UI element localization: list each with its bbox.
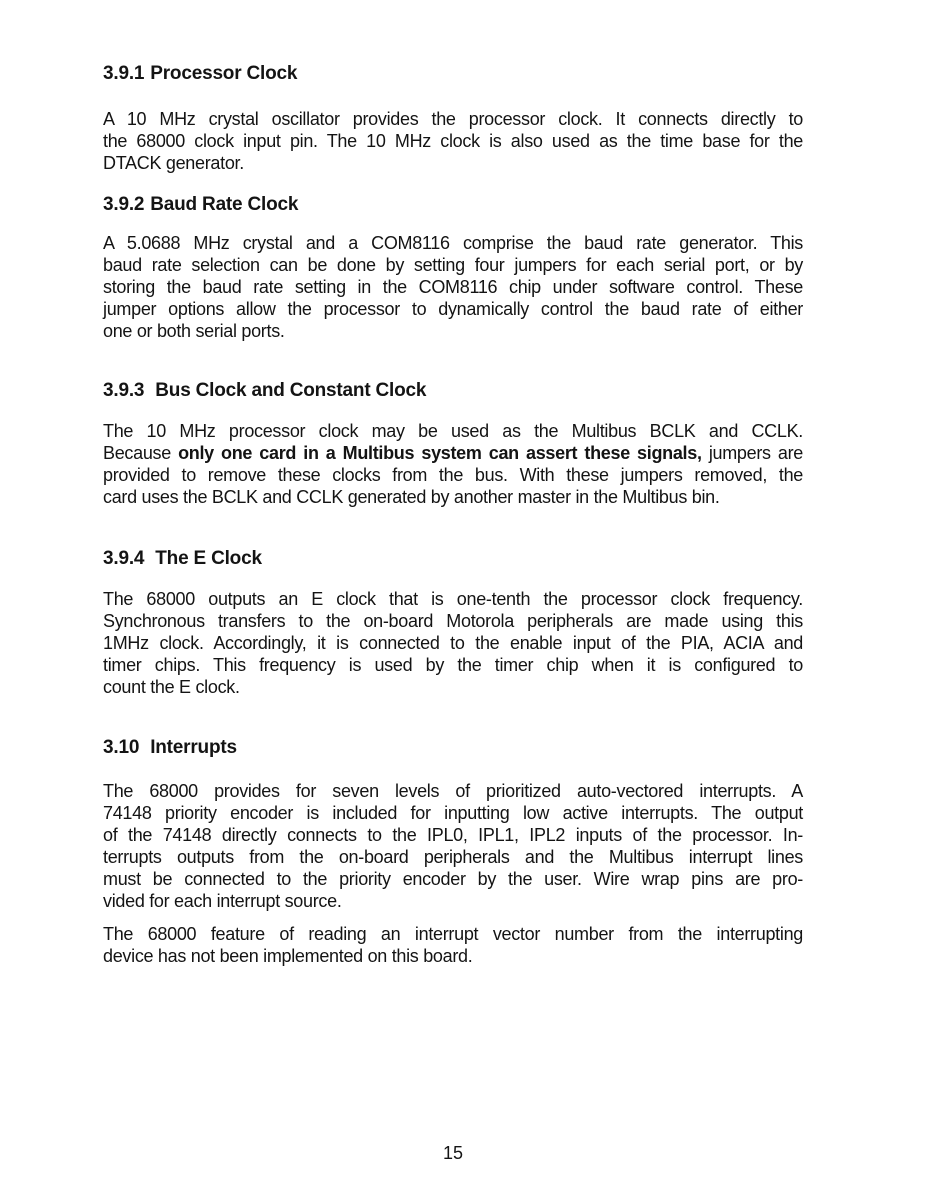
paragraph-line-with-bold — [103, 442, 803, 464]
bold-phrase: only one card in a Multibus system can assert these signals, — [178, 443, 702, 463]
paragraph-interrupts-2 — [103, 923, 803, 967]
paragraph-line: timer chips. This frequency is used by the timer chip when it is configured to — [103, 655, 803, 675]
section-heading-bus-clock — [103, 380, 803, 402]
section-heading-e-clock — [103, 548, 803, 570]
line-text-after-bold: jumpers are — [701, 443, 803, 463]
paragraph-line: A 10 MHz crystal oscillator provides the processor clock. It connects directly to — [103, 109, 803, 129]
section-number: 3.9.3 — [103, 380, 145, 401]
paragraph-line: 74148 priority encoder is included for inputting low active interrupts. The output — [103, 803, 803, 823]
paragraph-baud-rate-clock — [103, 232, 803, 342]
page-number: 15 — [442, 1143, 464, 1163]
paragraph-line: jumper options allow the processor to dynamically control the baud rate of either — [103, 299, 803, 319]
page-content — [103, 63, 803, 967]
paragraph-line: The 10 MHz processor clock may be used as the Multibus BCLK and CCLK. — [103, 421, 803, 441]
section-title: The E Clock — [155, 548, 262, 569]
paragraph-line: of the 74148 directly connects to the IPL0, IPL1, IPL2 inputs of the processor. In- — [103, 825, 803, 845]
section-number: 3.9.4 — [103, 548, 145, 569]
paragraph-line: must be connected to the priority encoder by the user. Wire wrap pins are pro- — [103, 869, 803, 889]
page-footer — [103, 1142, 803, 1164]
section-title: Bus Clock and Constant Clock — [155, 380, 427, 401]
paragraph-line: DTACK generator. — [103, 153, 244, 173]
paragraph-processor-clock — [103, 108, 803, 174]
line-text-before-bold: Because — [103, 443, 179, 463]
paragraph-interrupts-1 — [103, 780, 803, 912]
paragraph-line: the 68000 clock input pin. The 10 MHz clock is also used as the time base for the — [103, 131, 803, 151]
section-number: 3.9.2 — [103, 194, 145, 215]
section-title: Processor Clock — [150, 63, 298, 84]
paragraph-bus-clock — [103, 420, 803, 508]
section-number: 3.9.1 — [103, 63, 145, 84]
paragraph-line: count the E clock. — [103, 677, 240, 697]
section-heading-processor-clock — [103, 63, 803, 85]
paragraph-e-clock — [103, 588, 803, 698]
paragraph-line: baud rate selection can be done by setting four jumpers for each serial port, or by — [103, 255, 803, 275]
paragraph-line: storing the baud rate setting in the COM8116 chip under software control. These — [103, 277, 803, 297]
paragraph-line: The 68000 outputs an E clock that is one-tenth the processor clock frequency. — [103, 589, 803, 609]
paragraph-line: The 68000 provides for seven levels of prioritized auto-vectored interrupts. A — [103, 781, 803, 801]
paragraph-line: provided to remove these clocks from the bus. With these jumpers removed, the — [103, 465, 803, 485]
paragraph-line: A 5.0688 MHz crystal and a COM8116 comprise the baud rate generator. This — [103, 233, 803, 253]
section-number: 3.10 — [103, 737, 140, 758]
paragraph-line: card uses the BCLK and CCLK generated by another master in the Multibus bin. — [103, 487, 720, 507]
section-title: Baud Rate Clock — [150, 194, 299, 215]
paragraph-line: vided for each interrupt source. — [103, 891, 342, 911]
section-title: Interrupts — [150, 737, 237, 758]
paragraph-line: 1MHz clock. Accordingly, it is connected to the enable input of the PIA, ACIA and — [103, 633, 803, 653]
paragraph-line: terrupts outputs from the on-board peripherals and the Multibus interrupt lines — [103, 847, 803, 867]
section-heading-interrupts — [103, 737, 803, 759]
paragraph-line: device has not been implemented on this board. — [103, 946, 473, 966]
paragraph-line: one or both serial ports. — [103, 321, 285, 341]
paragraph-line: Synchronous transfers to the on-board Motorola peripherals are made using this — [103, 611, 803, 631]
section-heading-baud-rate-clock — [103, 194, 803, 216]
paragraph-line: The 68000 feature of reading an interrupt vector number from the interrupting — [103, 924, 803, 944]
